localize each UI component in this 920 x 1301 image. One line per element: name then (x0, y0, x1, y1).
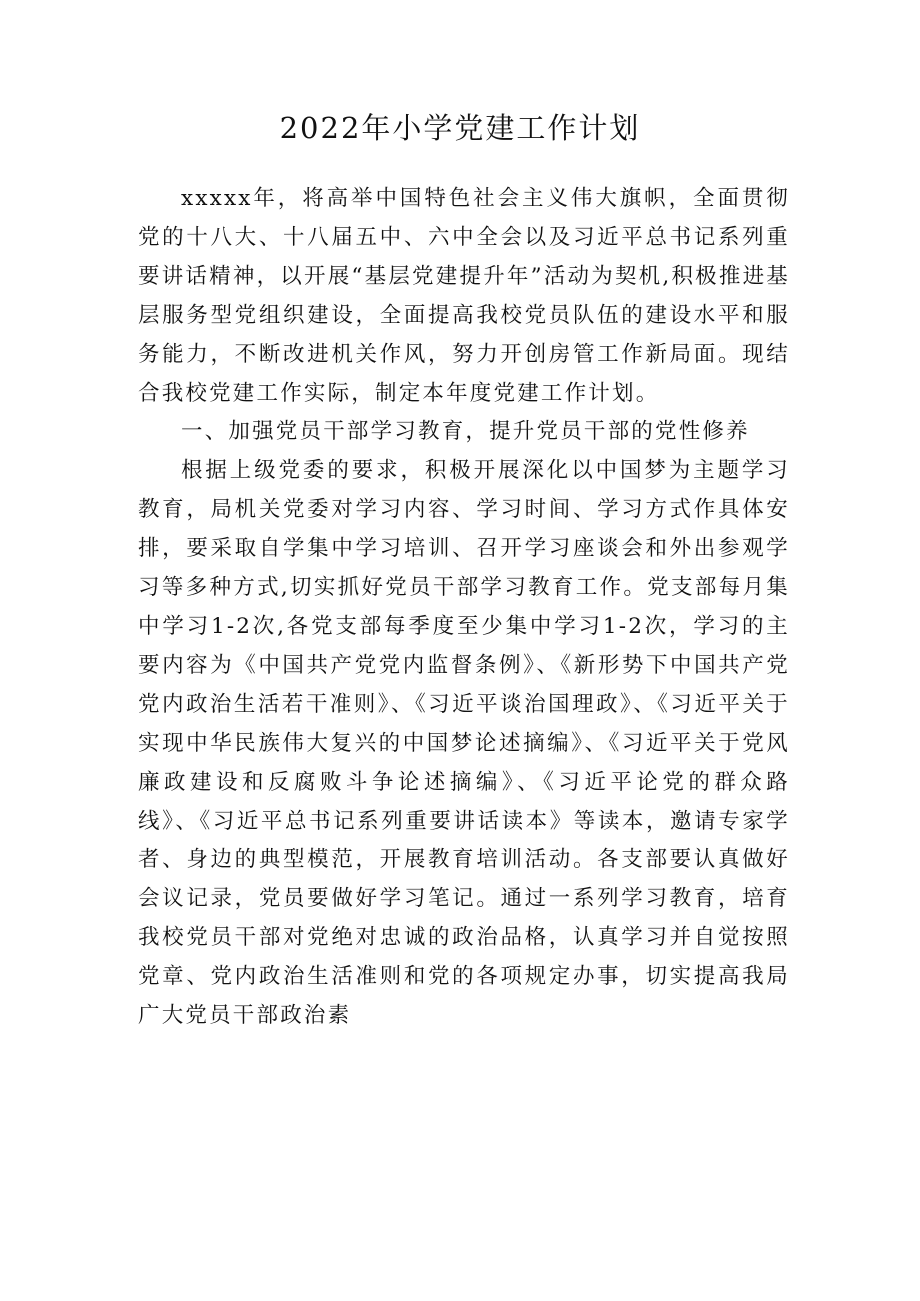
document-title: 2022年小学党建工作计划 (279, 111, 641, 145)
section-1-paragraph: 根据上级党委的要求，积极开展深化以中国梦为主题学习教育，局机关党委对学习内容、学习时间、学习方式作具体安排，要采取自学集中学习培训、召开学习座谈会和外出参观学习等多种方式,切实抓好党员干部学习教育工作。党支部每月集中学习1-2次,各党支部每季度至少集中学习1-2次，学习的主要内容为《中国共产党党内监督条例》、《新形势下中国共产党党内政治生活若干准则》、《习近平谈治国理政》、《习近平关于实现中华民族伟大复兴的中国梦论述摘编》、《习近平关于党风廉政建设和反腐败斗争论述摘编》、《习近平论党的群众路线》、《习近平总书记系列重要讲话读本》等读本，邀请专家学者、身边的典型模范，开展教育培训活动。各支部要认真做好会议记录，党员要做好学习笔记。通过一系列学习教育，培育我校党员干部对党绝对忠诚的政治品格，认真学习并自觉按照党章、党内政治生活准则和党的各项规定办事，切实提高我局广大党员干部政治素 (138, 458, 790, 1029)
document-body (138, 180, 790, 1036)
intro-paragraph: xxxxx年，将高举中国特色社会主义伟大旗帜，全面贯彻党的十八大、十八届五中、六中全会以及习近平总书记系列重要讲话精神，以开展“基层党建提升年”活动为契机,积极推进基层服务型党组织建设，全面提高我校党员队伍的建设水平和服务能力，不断改进机关作风，努力开创房管工作新局面。现结合我校党建工作实际，制定本年度党建工作计划。 (138, 186, 790, 406)
section-heading-1: 一、加强党员干部学习教育，提升党员干部的党性修养 (181, 419, 750, 445)
